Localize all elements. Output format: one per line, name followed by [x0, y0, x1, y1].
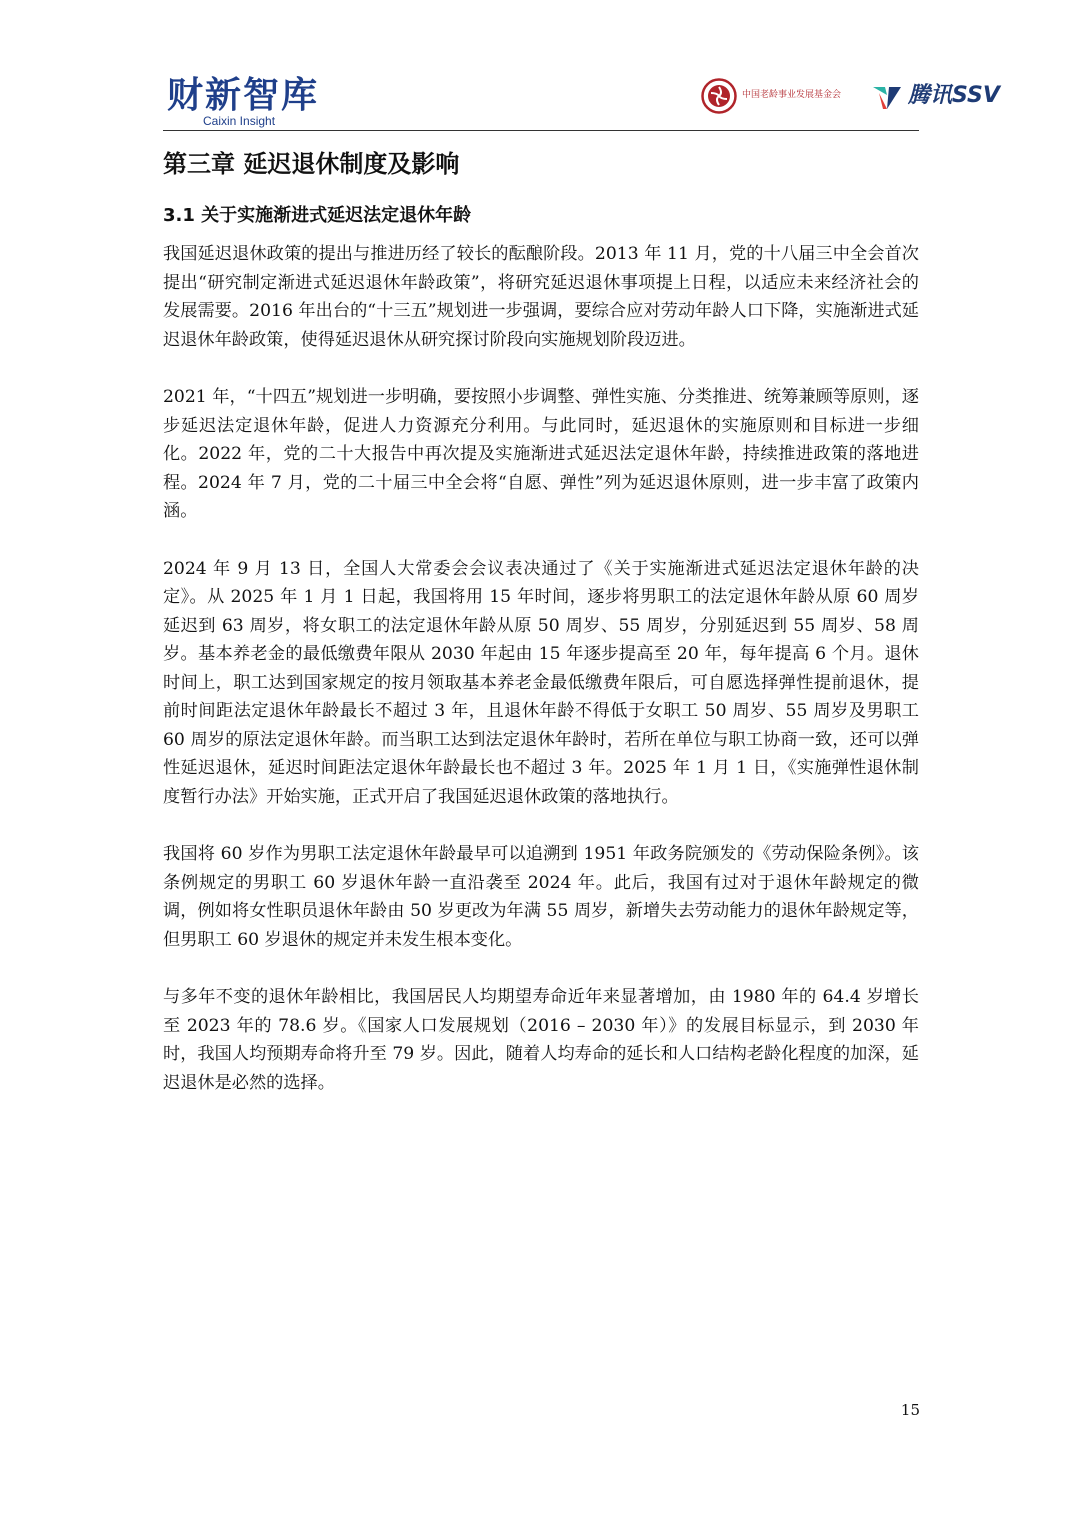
fund-emblem-icon [701, 78, 737, 114]
section-title: 3.1 关于实施渐进式延迟法定退休年龄 [163, 205, 472, 226]
page-header [163, 70, 1000, 132]
paragraph: 我国延迟退休政策的提出与推进历经了较长的酝酿阶段。2013 年 11 月，党的十八届三中全会首次提出“研究制定渐进式延迟退休年龄政策”，将研究延迟退休事项提上日程，以适应未来经济社会的发展需要。2016 年出台的“十三五”规划进一步强调，要综合应对劳动年龄人口下降，实施渐进式延迟退休年龄政策，使得延迟退休从研究探讨阶段向实施规划阶段迈进。 [163, 244, 919, 350]
chapter-title: 第三章 延迟退休制度及影响 [163, 150, 460, 178]
page-number: 15 [900, 1401, 920, 1419]
caixin-logo-text: 财新智库 [167, 75, 320, 116]
fund-name: 中国老龄事业发展基金会 [742, 90, 842, 100]
paragraph: 我国将 60 岁作为男职工法定退休年龄最早可以追溯到 1951 年政务院颁发的《劳动保险条例》。该条例规定的男职工 60 岁退休年龄一直沿袭至 2024 年。此后，我国有过对于退休年龄规定的微调，例如将女性职员退休年龄由 50 岁更改为年满 55 周岁，新增失去劳动能力的退休年龄规定等，但男职工 60 岁退休的规定并未发生根本变化。 [163, 844, 919, 950]
header-divider [163, 130, 919, 131]
paragraph: 2024 年 9 月 13 日，全国人大常委会会议表决通过了《关于实施渐进式延迟法定退休年龄的决定》。从 2025 年 1 月 1 日起，我国将用 15 年时间，逐步将男职工的法定退休年龄从原 60 周岁延迟到 63 周岁，将女职工的法定退休年龄从原 50 周岁、55 周岁，分别延迟到 55 周岁、58 周岁。基本养老金的最低缴费年限从 2030 年起由 15 年逐步提高至 20 年，每年提高 6 个月。退休时间上，职工达到国家规定的按月领取基本养老金最低缴费年限后，可自愿选择弹性提前退休，提前时间距法定退休年龄最长不超过 3 年，且退休年龄不得低于女职工 50 周岁、55 周岁及男职工 60 周岁的原法定退休年龄。而当职工达到法定退休年龄时，若所在单位与职工协商一致，还可以弹性延迟退休，延迟时间距法定退休年龄最长也不超过 3 年。2025 年 1 月 1 日，《实施弹性退休制度暂行办法》开始实施，正式开启了我国延迟退休政策的落地执行。 [163, 558, 919, 807]
ssv-logo-icon [871, 81, 903, 113]
ssv-name: 腾讯SSV [908, 83, 1000, 108]
caixin-logo-subtitle: Caixin Insight [203, 114, 276, 128]
paragraph: 2021 年，“十四五”规划进一步明确，要按照小步调整、弹性实施、分类推进、统筹兼顾等原则，逐步延迟法定退休年龄，促进人力资源充分利用。与此同时，延迟退休的实施原则和目标进一步细化。2022 年，党的二十大报告中再次提及实施渐进式延迟法定退休年龄，持续推进政策的落地进程。2024 年 7 月，党的二十届三中全会将“自愿、弹性”列为延迟退休原则，进一步丰富了政策内涵。 [163, 387, 919, 521]
body-text [163, 240, 919, 1126]
paragraph: 与多年不变的退休年龄相比，我国居民人均期望寿命近年来显著增加，由 1980 年的 64.4 岁增长至 2023 年的 78.6 岁。《国家人口发展规划（2016 – 2030 年）》的发展目标显示，到 2030 年时，我国人均预期寿命将升至 79 岁。因此，随着人均寿命的延长和人口结构老龄化程度的加深，延迟退休是必然的选择。 [163, 987, 919, 1093]
